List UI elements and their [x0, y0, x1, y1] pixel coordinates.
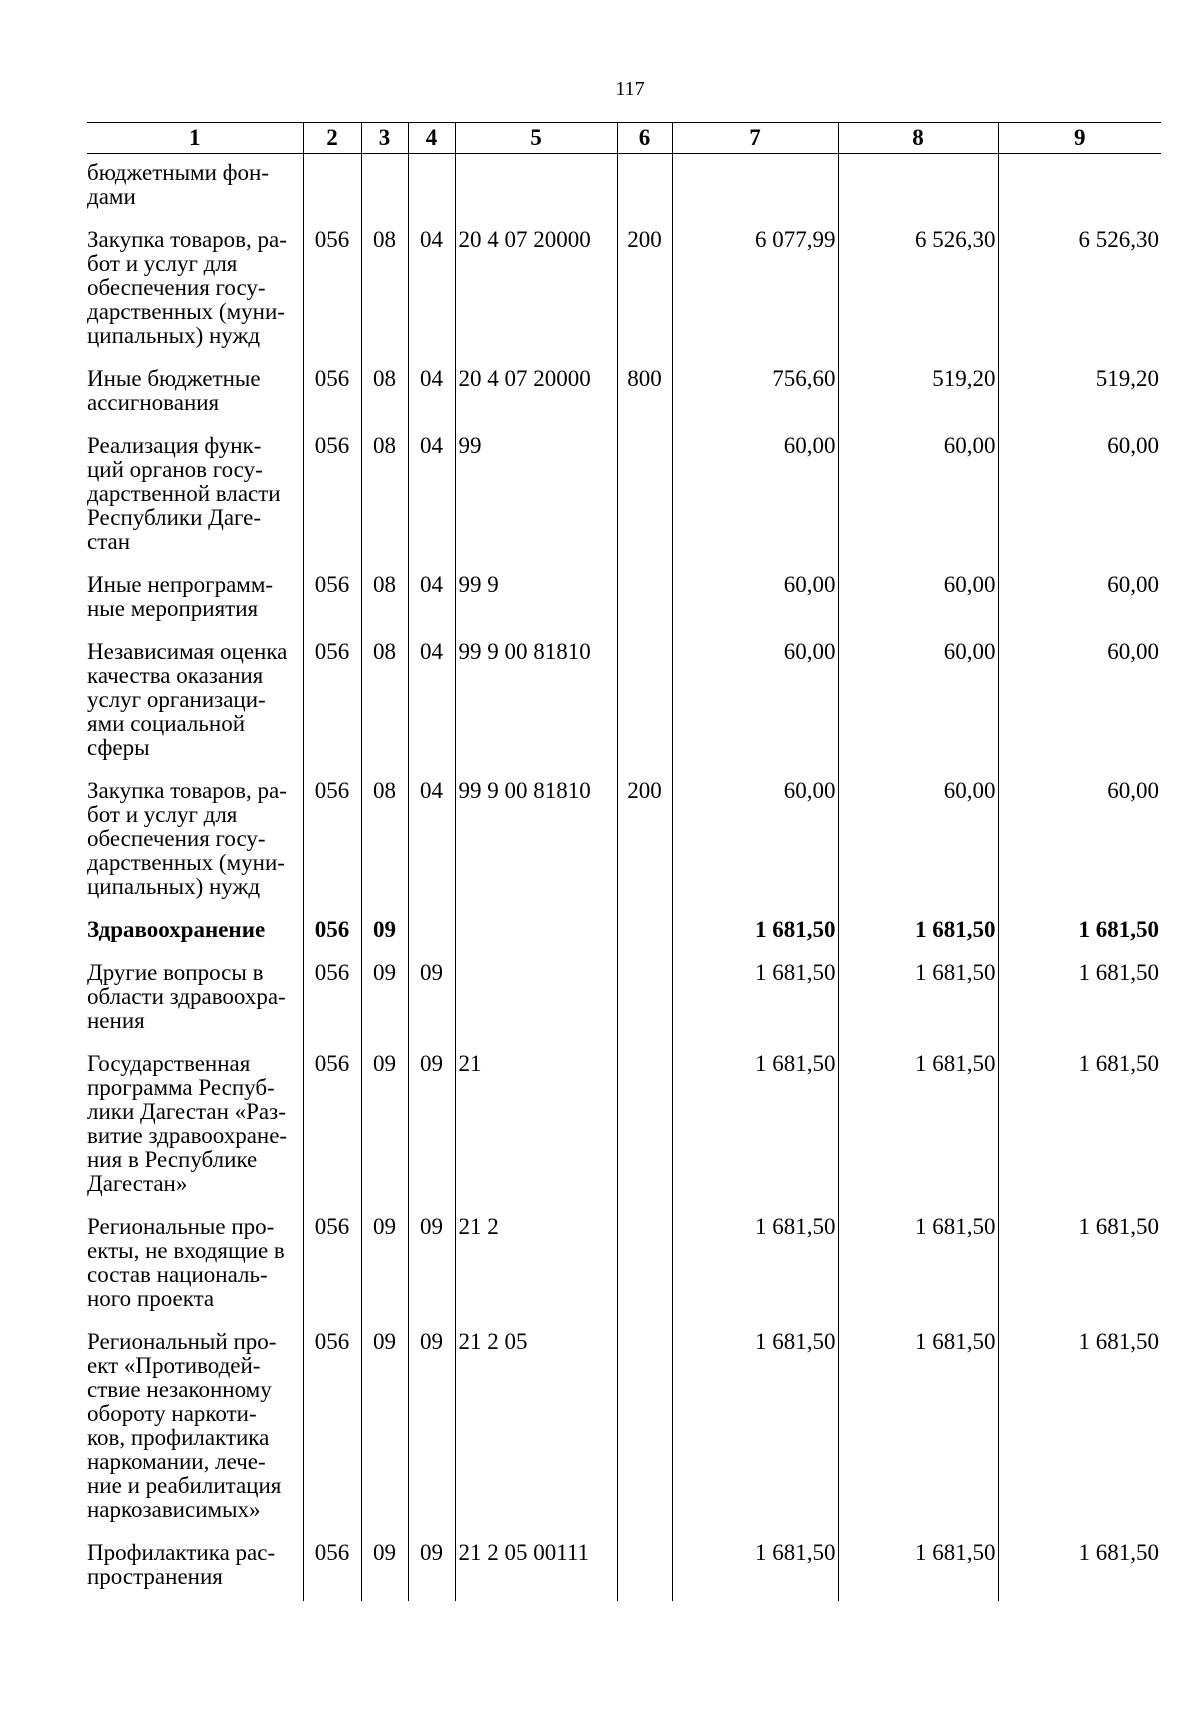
amount-year2-cell: 60,00 — [838, 427, 998, 566]
amount-year3-cell: 60,00 — [998, 772, 1161, 911]
table-row — [87, 221, 1161, 360]
gov-code-cell: 056 — [303, 772, 361, 911]
column-header: 1 — [87, 123, 303, 154]
gov-code-cell: 056 — [303, 1323, 361, 1534]
expense-type-cell: 200 — [617, 221, 672, 360]
section-cell: 09 — [361, 1323, 408, 1534]
amount-year1-cell: 1 681,50 — [672, 1045, 838, 1208]
subsection-cell — [408, 154, 455, 222]
subsection-cell — [408, 911, 455, 954]
target-article-cell: 20 4 07 20000 — [455, 221, 617, 360]
gov-code-cell: 056 — [303, 360, 361, 427]
section-cell: 09 — [361, 911, 408, 954]
gov-code-cell: 056 — [303, 427, 361, 566]
gov-code-cell: 056 — [303, 911, 361, 954]
gov-code-cell: 056 — [303, 221, 361, 360]
amount-year1-cell: 60,00 — [672, 427, 838, 566]
item-name-cell: Реализация функ- ций органов госу- дарственной власти Республики Даге- стан — [87, 433, 281, 554]
subsection-cell: 09 — [408, 1323, 455, 1534]
table-row — [87, 1208, 1161, 1323]
expense-type-cell — [617, 427, 672, 566]
item-name-cell: Региональные про- екты, не входящие в состав националь- ного проекта — [87, 1214, 285, 1311]
amount-year1-cell: 1 681,50 — [672, 1323, 838, 1534]
amount-year3-cell: 60,00 — [998, 427, 1161, 566]
table-body — [87, 154, 1161, 1602]
expense-type-cell — [617, 1534, 672, 1601]
item-name-cell: Региональный про- ект «Противодей- ствие незаконному обороту наркоти- ков, профилактика наркомании, лече- ние и реабилитация наркозависимых» — [87, 1329, 282, 1522]
amount-year1-cell — [672, 154, 838, 222]
expense-type-cell — [617, 154, 672, 222]
expense-type-cell — [617, 911, 672, 954]
amount-year1-cell: 60,00 — [672, 633, 838, 772]
amount-year2-cell: 1 681,50 — [838, 954, 998, 1045]
gov-code-cell: 056 — [303, 1534, 361, 1601]
gov-code-cell: 056 — [303, 566, 361, 633]
column-header: 7 — [672, 123, 838, 154]
subsection-cell: 09 — [408, 1045, 455, 1208]
page-number: 117 — [615, 78, 645, 100]
amount-year2-cell: 519,20 — [838, 360, 998, 427]
column-header: 5 — [455, 123, 617, 154]
amount-year3-cell: 1 681,50 — [998, 1045, 1161, 1208]
item-name-cell: Закупка товаров, ра- бот и услуг для обеспечения госу- дарственных (муни- ципальных) нужд — [87, 778, 287, 899]
table-row — [87, 566, 1161, 633]
column-header: 8 — [838, 123, 998, 154]
table-row — [87, 1534, 1161, 1601]
item-name-cell: Независимая оценка качества оказания услуг организаци- ями социальной сферы — [87, 639, 288, 760]
amount-year3-cell: 1 681,50 — [998, 1208, 1161, 1323]
column-header: 6 — [617, 123, 672, 154]
section-cell: 08 — [361, 633, 408, 772]
target-article-cell — [455, 911, 617, 954]
gov-code-cell: 056 — [303, 633, 361, 772]
column-header: 4 — [408, 123, 455, 154]
amount-year1-cell: 60,00 — [672, 772, 838, 911]
subsection-cell: 04 — [408, 772, 455, 911]
table-row — [87, 772, 1161, 911]
target-article-cell: 21 — [455, 1045, 617, 1208]
budget-table — [87, 122, 1161, 1601]
amount-year2-cell: 60,00 — [838, 772, 998, 911]
target-article-cell: 99 — [455, 427, 617, 566]
target-article-cell: 21 2 05 00111 — [455, 1534, 617, 1601]
amount-year2-cell: 1 681,50 — [838, 1534, 998, 1601]
table-row — [87, 633, 1161, 772]
column-header: 9 — [998, 123, 1161, 154]
section-cell: 09 — [361, 954, 408, 1045]
item-name-cell: Профилактика рас- пространения — [87, 1540, 276, 1589]
table-row — [87, 911, 1161, 954]
expense-type-cell: 800 — [617, 360, 672, 427]
section-cell: 08 — [361, 360, 408, 427]
column-header: 3 — [361, 123, 408, 154]
amount-year2-cell: 60,00 — [838, 566, 998, 633]
amount-year3-cell — [998, 154, 1161, 222]
section-cell: 09 — [361, 1534, 408, 1601]
amount-year3-cell: 60,00 — [998, 633, 1161, 772]
amount-year1-cell: 60,00 — [672, 566, 838, 633]
amount-year3-cell: 1 681,50 — [998, 954, 1161, 1045]
table-row — [87, 954, 1161, 1045]
amount-year2-cell — [838, 154, 998, 222]
column-header: 2 — [303, 123, 361, 154]
amount-year2-cell: 1 681,50 — [838, 1045, 998, 1208]
section-cell: 08 — [361, 427, 408, 566]
expense-type-cell — [617, 954, 672, 1045]
amount-year3-cell: 6 526,30 — [998, 221, 1161, 360]
amount-year3-cell: 1 681,50 — [998, 1534, 1161, 1601]
target-article-cell — [455, 154, 617, 222]
item-name-cell: Иные бюджетные ассигнования — [87, 366, 261, 415]
amount-year1-cell: 1 681,50 — [672, 954, 838, 1045]
amount-year3-cell: 1 681,50 — [998, 1323, 1161, 1534]
table-row — [87, 1045, 1161, 1208]
expense-type-cell — [617, 1323, 672, 1534]
expense-type-cell — [617, 1208, 672, 1323]
item-name-cell: Закупка товаров, ра- бот и услуг для обеспечения госу- дарственных (муни- ципальных) нужд — [87, 227, 287, 348]
target-article-cell: 99 9 00 81810 — [455, 772, 617, 911]
item-name-cell: Здравоохранение — [87, 917, 266, 942]
expense-type-cell — [617, 633, 672, 772]
table-row — [87, 154, 1161, 222]
target-article-cell: 21 2 05 — [455, 1323, 617, 1534]
table-row — [87, 427, 1161, 566]
target-article-cell: 99 9 00 81810 — [455, 633, 617, 772]
amount-year2-cell: 1 681,50 — [838, 1208, 998, 1323]
item-name-cell: бюджетными фон- дами — [87, 160, 270, 209]
amount-year1-cell: 1 681,50 — [672, 1534, 838, 1601]
section-cell: 08 — [361, 566, 408, 633]
subsection-cell: 04 — [408, 566, 455, 633]
subsection-cell: 04 — [408, 427, 455, 566]
amount-year2-cell: 1 681,50 — [838, 1323, 998, 1534]
amount-year3-cell: 519,20 — [998, 360, 1161, 427]
amount-year2-cell: 6 526,30 — [838, 221, 998, 360]
subsection-cell: 04 — [408, 633, 455, 772]
amount-year2-cell: 1 681,50 — [838, 911, 998, 954]
amount-year1-cell: 6 077,99 — [672, 221, 838, 360]
header-row — [87, 123, 1161, 154]
gov-code-cell — [303, 154, 361, 222]
item-name-cell: Государственная программа Респуб- лики Дагестан «Раз- витие здравоохране- ния в Республике Дагестан» — [87, 1051, 288, 1196]
table-row — [87, 1323, 1161, 1534]
amount-year1-cell: 756,60 — [672, 360, 838, 427]
gov-code-cell: 056 — [303, 1208, 361, 1323]
item-name-cell: Другие вопросы в области здравоохра- нения — [87, 960, 286, 1033]
subsection-cell: 09 — [408, 1208, 455, 1323]
target-article-cell: 20 4 07 20000 — [455, 360, 617, 427]
subsection-cell: 04 — [408, 360, 455, 427]
section-cell: 09 — [361, 1208, 408, 1323]
section-cell: 08 — [361, 772, 408, 911]
expense-type-cell: 200 — [617, 772, 672, 911]
subsection-cell: 09 — [408, 1534, 455, 1601]
item-name-cell: Иные непрограмм- ные мероприятия — [87, 572, 274, 621]
section-cell: 08 — [361, 221, 408, 360]
target-article-cell — [455, 954, 617, 1045]
section-cell — [361, 154, 408, 222]
expense-type-cell — [617, 566, 672, 633]
target-article-cell: 21 2 — [455, 1208, 617, 1323]
amount-year2-cell: 60,00 — [838, 633, 998, 772]
target-article-cell: 99 9 — [455, 566, 617, 633]
amount-year3-cell: 1 681,50 — [998, 911, 1161, 954]
expense-type-cell — [617, 1045, 672, 1208]
subsection-cell: 04 — [408, 221, 455, 360]
table-row — [87, 360, 1161, 427]
subsection-cell: 09 — [408, 954, 455, 1045]
amount-year1-cell: 1 681,50 — [672, 1208, 838, 1323]
section-cell: 09 — [361, 1045, 408, 1208]
amount-year3-cell: 60,00 — [998, 566, 1161, 633]
gov-code-cell: 056 — [303, 1045, 361, 1208]
gov-code-cell: 056 — [303, 954, 361, 1045]
amount-year1-cell: 1 681,50 — [672, 911, 838, 954]
